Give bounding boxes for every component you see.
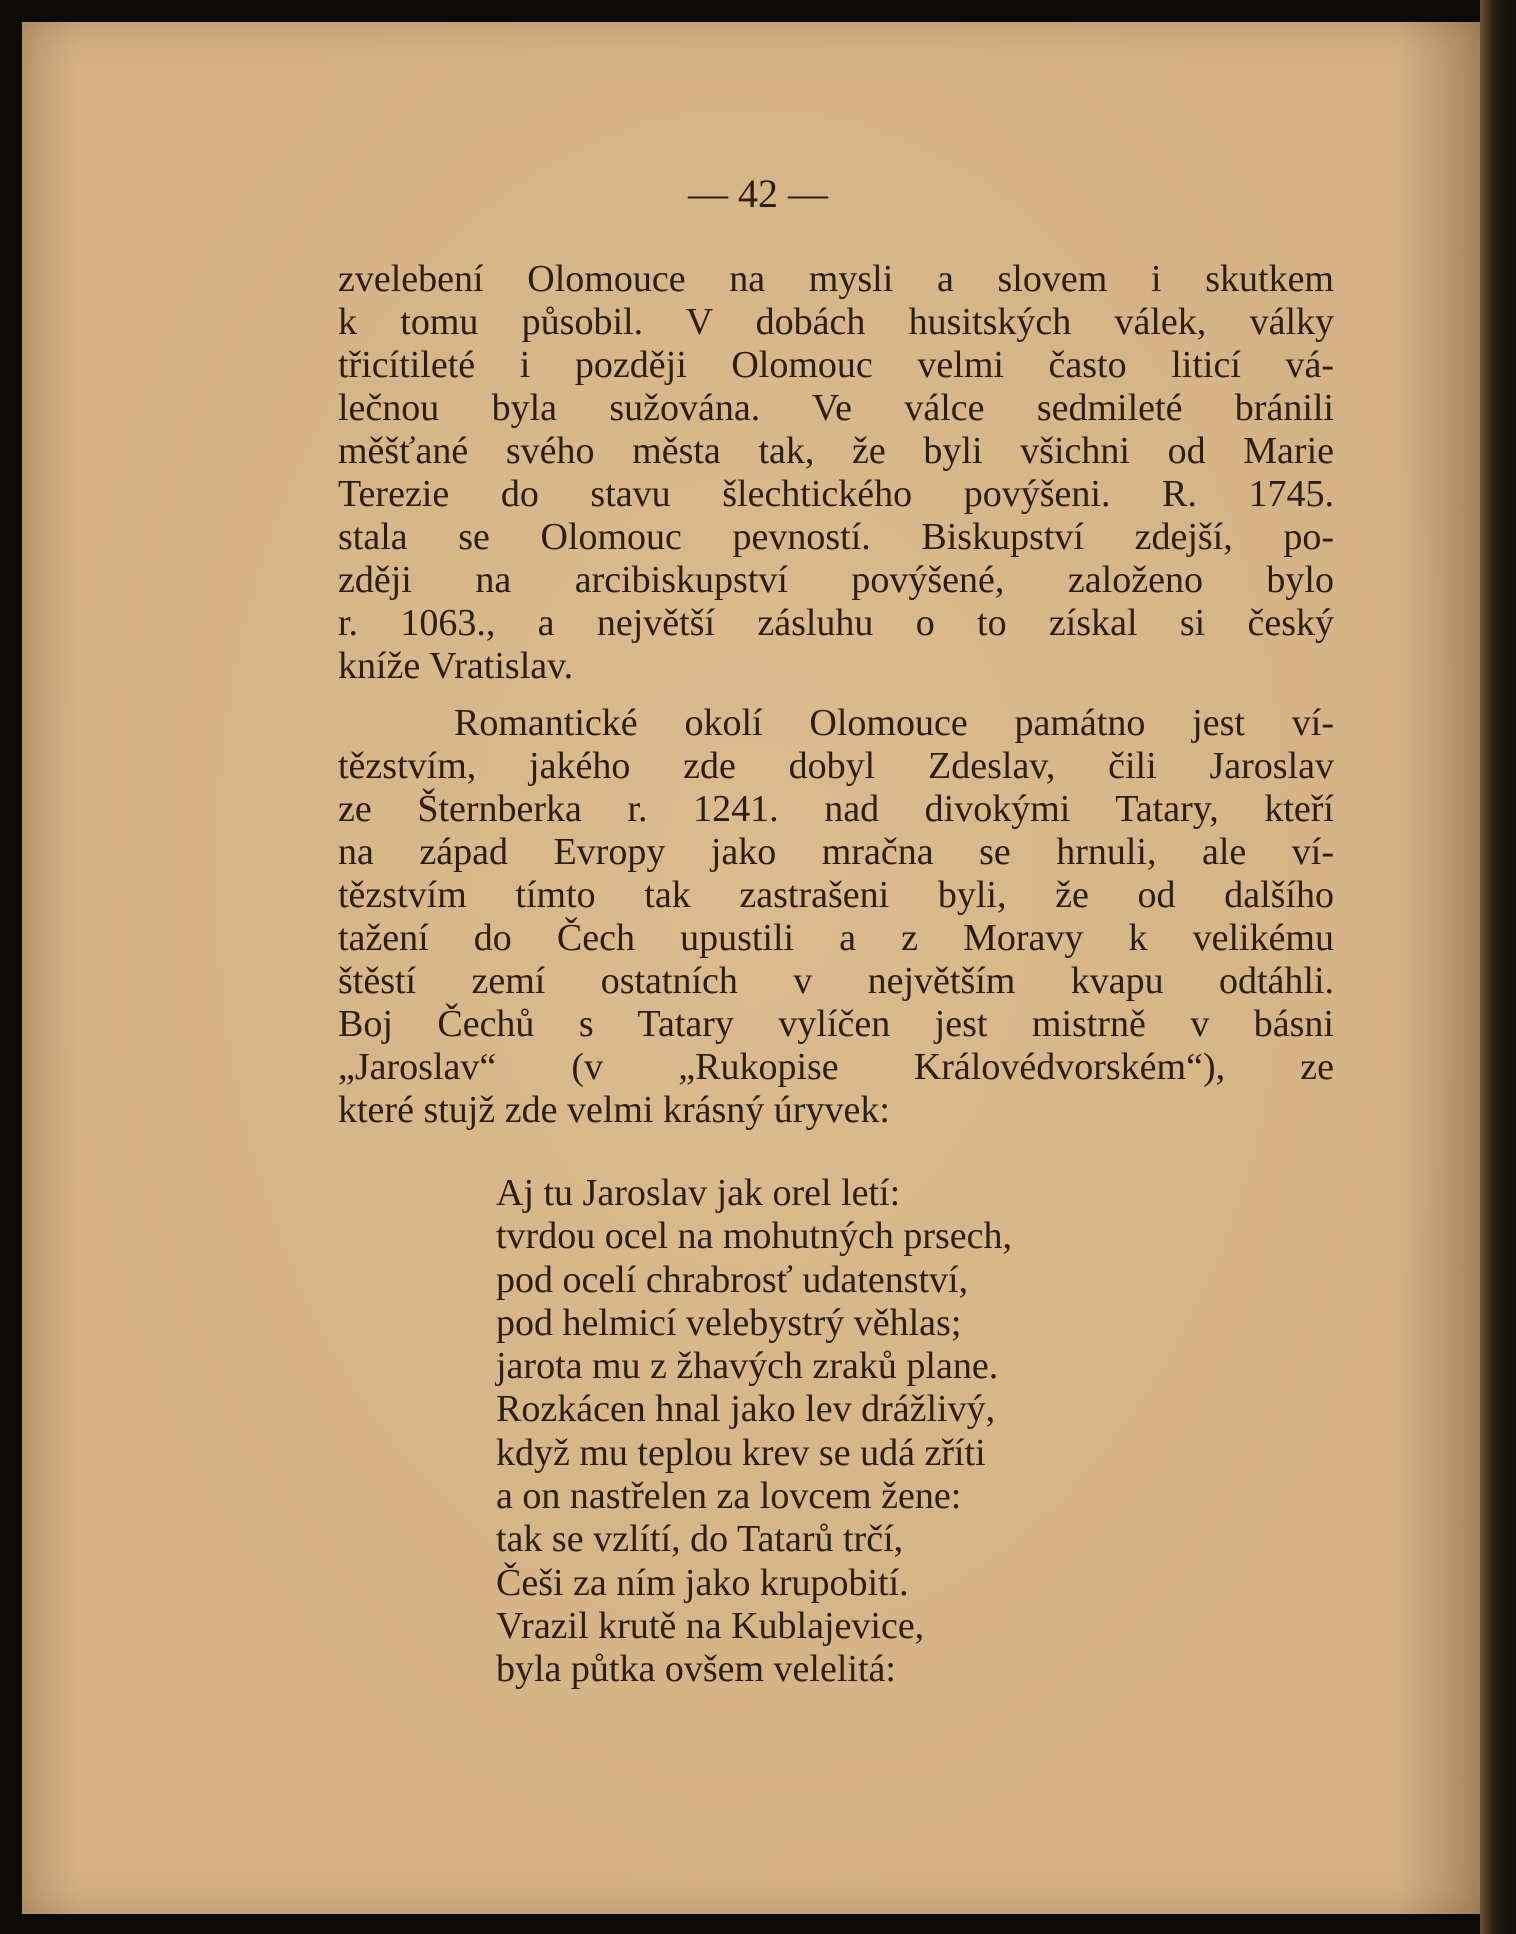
text-line: tažení do Čech upustili a z Moravy k velikému	[338, 917, 1334, 959]
poem-excerpt	[496, 1172, 1196, 1692]
poem-line: Aj tu Jaroslav jak orel letí:	[496, 1172, 901, 1214]
poem-line: pod helmicí velebystrý věhlas;	[496, 1301, 962, 1344]
poem-line: Vrazil krutě na Kublajevice,	[496, 1604, 925, 1647]
poem-line: tvrdou ocel na mohutných prsech,	[496, 1215, 1013, 1258]
paragraph-2	[338, 702, 1334, 1132]
text-line: měšťané svého města tak, že byli všichni od Marie	[338, 430, 1334, 472]
poem-line: když mu teplou krev se udá zříti	[496, 1431, 986, 1474]
text-line: zvelebení Olomouce na mysli a slovem i skutkem	[338, 258, 1334, 300]
page-number: — 42 —	[688, 171, 828, 216]
page-edge-shadow	[1480, 0, 1516, 1934]
text-line: třicítileté i později Olomouc velmi často liticí vá-	[338, 344, 1334, 386]
text-line: zději na arcibiskupství povýšené, založeno bylo	[338, 559, 1334, 601]
text-line: na západ Evropy jako mračna se hrnuli, ale ví-	[338, 831, 1334, 873]
text-line: tězstvím tímto tak zastrašeni byli, že od dalšího	[338, 874, 1334, 916]
poem-line: Rozkácen hnal jako lev drážlivý,	[496, 1388, 996, 1431]
text-line: kníže Vratislav.	[338, 645, 574, 687]
text-line: štěstí zemí ostatních v největším kvapu odtáhli.	[338, 960, 1334, 1002]
text-line: stala se Olomouc pevností. Biskupství zdejší, po-	[338, 516, 1334, 558]
poem-line: a on nastřelen za lovcem žene:	[496, 1475, 962, 1518]
paragraph-1	[338, 258, 1334, 688]
text-line: Terezie do stavu šlechtického povýšeni. R. 1745.	[338, 473, 1334, 515]
text-line: k tomu působil. V dobách husitských válek, války	[338, 301, 1334, 343]
poem-line: tak se vzlítí, do Tatarů trčí,	[496, 1518, 904, 1561]
text-line: které stujž zde velmi krásný úryvek:	[338, 1089, 890, 1131]
body-text	[338, 258, 1334, 1132]
text-line: tězstvím, jakého zde dobyl Zdeslav, čili Jaroslav	[338, 745, 1334, 787]
poem-line: jarota mu z žhavých zraků plane.	[496, 1345, 999, 1388]
text-line: „Jaroslav“ (v „Rukopise Královédvorském“), ze	[338, 1046, 1334, 1088]
poem-line: Češi za ním jako krupobití.	[496, 1561, 909, 1604]
text-line: lečnou byla sužována. Ve válce sedmileté bránili	[338, 387, 1334, 429]
poem-line: pod ocelí chrabrosť udatenství,	[496, 1258, 969, 1301]
poem-line: byla půtka ovšem velelitá:	[496, 1648, 896, 1691]
text-line: r. 1063., a největší zásluhu o to získal si český	[338, 602, 1334, 644]
text-line: Romantické okolí Olomouce památno jest ví-	[454, 702, 1334, 744]
text-line: Boj Čechů s Tatary vylíčen jest mistrně v básni	[338, 1003, 1334, 1045]
text-line: ze Šternberka r. 1241. nad divokými Tatary, kteří	[338, 788, 1334, 830]
